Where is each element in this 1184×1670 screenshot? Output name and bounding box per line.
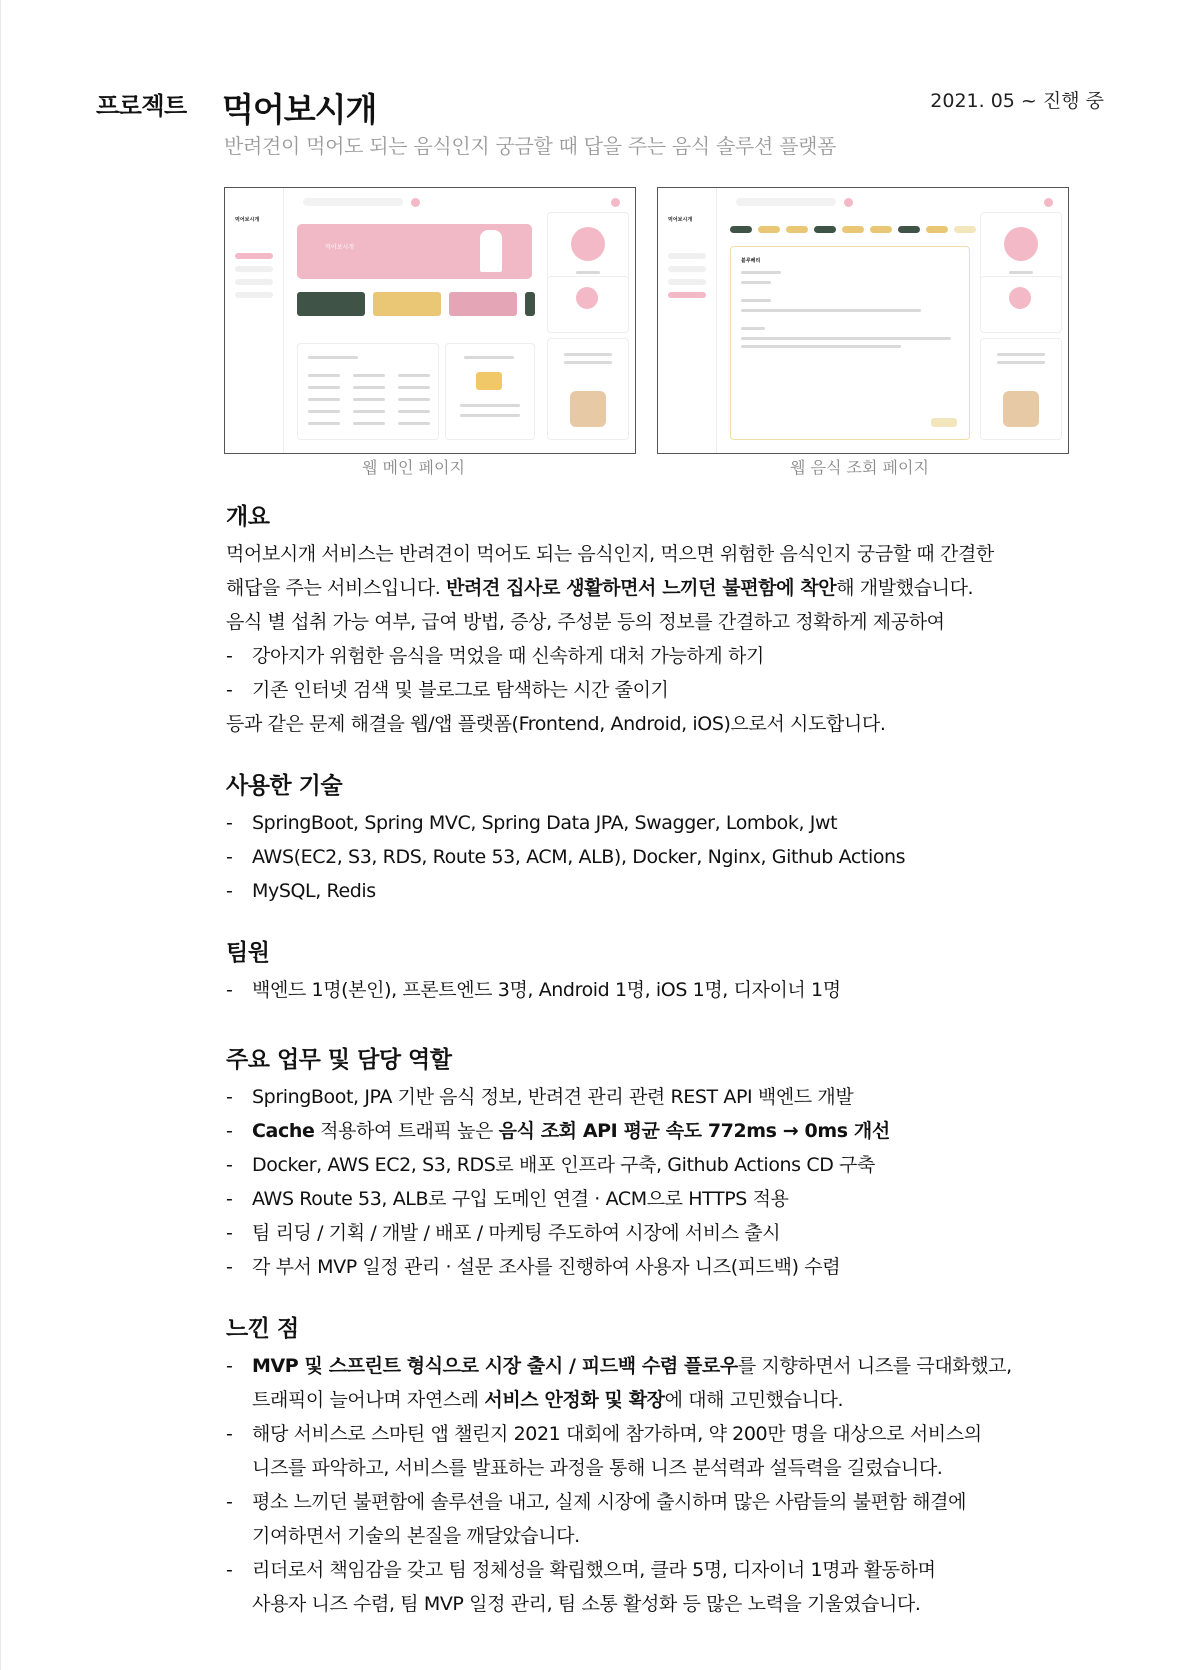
mock-banner — [297, 224, 532, 279]
dog-illustration — [480, 230, 502, 272]
team-list — [226, 973, 1106, 1007]
mock-profile-icon — [611, 198, 620, 207]
avatar — [1004, 227, 1038, 261]
list-item: - SpringBoot, JPA 기반 음식 정보, 반려견 관리 관련 REST API 백엔드 개발 — [226, 1080, 1106, 1114]
person-with-dog-illustration — [570, 391, 606, 427]
mock-nav-item — [668, 279, 706, 285]
project-subtitle: 반려견이 먹어도 되는 음식인지 궁금할 때 답을 주는 음식 솔루션 플랫폼 — [224, 134, 837, 158]
mock-nav-item — [235, 292, 273, 298]
mock-tile — [373, 292, 441, 316]
list-item: - Cache 적용하여 트래픽 높은 음식 조회 API 평균 속도 772ms → 0ms 개선 — [226, 1114, 1106, 1148]
overview-line-3: 음식 별 섭취 가능 여부, 급여 방법, 증상, 주성분 등의 정보를 간결하고 정확하게 제공하여 — [226, 611, 945, 633]
mock-tile — [449, 292, 517, 316]
list-item: - 리더로서 책임감을 갖고 팀 정체성을 확립했으며, 클라 5명, 디자이너 1명과 활동하며 사용자 니즈 수렴, 팀 MVP 일정 관리, 팀 소통 활성화 등 많은 노력을 기울였습니다. — [226, 1553, 1106, 1621]
category-pill — [842, 226, 864, 233]
project-title: 먹어보시개 — [222, 90, 377, 129]
mock-nav-item — [235, 279, 273, 285]
mock-search-bar — [303, 198, 403, 206]
category-pill — [954, 226, 976, 233]
list-item: - 백엔드 1명(본인), 프론트엔드 3명, Android 1명, iOS 1명, 디자이너 1명 — [226, 973, 1106, 1007]
mock-promo-card — [980, 338, 1062, 440]
mock-nav-item — [668, 292, 706, 298]
category-pill — [730, 226, 752, 233]
list-item: - 각 부서 MVP 일정 관리 · 설문 조사를 진행하여 사용자 니즈(피드백) 수렴 — [226, 1250, 1106, 1284]
mock-promo-card — [547, 338, 629, 440]
mock-search-bar — [736, 198, 836, 206]
list-item: - 강아지가 위험한 음식을 먹었을 때 신속하게 대처 가능하게 하기 — [226, 639, 1106, 673]
list-item: - 팀 리딩 / 기획 / 개발 / 배포 / 마케팅 주도하여 시장에 서비스 출시 — [226, 1216, 1106, 1250]
mock-ranking-card — [297, 343, 439, 440]
mock-nav-item — [235, 266, 273, 272]
roles-heading: 주요 업무 및 담당 역할 — [226, 1047, 452, 1073]
caption-food-lookup-page: 웹 음식 조회 페이지 — [790, 458, 929, 477]
overview-line-last: 등과 같은 문제 해결을 웹/앱 플랫폼(Frontend, Android, iOS)으로서 시도합니다. — [226, 713, 886, 735]
mock-logo: 먹어보시개 — [668, 217, 693, 223]
mock-search-icon — [844, 198, 853, 207]
pet-avatar — [576, 287, 598, 309]
overview-bullets — [226, 639, 1106, 707]
category-pill — [758, 226, 780, 233]
web-food-lookup-screenshot — [657, 187, 1069, 454]
mock-nav-item — [668, 253, 706, 259]
category-pill — [814, 226, 836, 233]
mock-food-detail-card — [730, 246, 970, 440]
project-period: 2021. 05 ~ 진행 중 — [930, 90, 1104, 112]
mock-quiz-card — [445, 343, 535, 440]
person-with-dog-illustration — [1003, 391, 1039, 427]
caption-main-page: 웹 메인 페이지 — [362, 458, 465, 477]
overview-line-2: 해답을 주는 서비스입니다. 반려견 집사로 생활하면서 느끼던 불편함에 착안해 개발했습니다. — [226, 577, 974, 599]
tech-list — [226, 806, 1106, 908]
mock-tile — [525, 292, 535, 316]
mock-sidebar — [658, 188, 717, 453]
list-item: - Docker, AWS EC2, S3, RDS로 배포 인프라 구축, Github Actions CD 구축 — [226, 1148, 1106, 1182]
section-label: 프로젝트 — [96, 92, 187, 120]
mock-tile — [297, 292, 365, 316]
overview-line-1: 먹어보시개 서비스는 반려견이 먹어도 되는 음식인지, 먹으면 위험한 음식인지 궁금할 때 간결한 — [226, 543, 994, 565]
pet-avatar — [1009, 287, 1031, 309]
list-item: - AWS(EC2, S3, RDS, Route 53, ACM, ALB), Docker, Nginx, Github Actions — [226, 840, 1106, 874]
category-pill — [898, 226, 920, 233]
tech-heading: 사용한 기술 — [226, 773, 343, 799]
list-item: - 해당 서비스로 스마틴 앱 챌린지 2021 대회에 참가하며, 약 200만 명을 대상으로 서비스의 니즈를 파악하고, 서비스를 발표하는 과정을 통해 니즈 분석력과 설득력을 길렀습니다. — [226, 1417, 1106, 1485]
cheese-illustration — [476, 372, 502, 390]
mock-logo: 먹어보시개 — [235, 217, 260, 223]
list-item: - MySQL, Redis — [226, 874, 1106, 908]
roles-list — [226, 1080, 1106, 1284]
mock-sidebar — [225, 188, 284, 453]
category-pill — [870, 226, 892, 233]
avatar — [571, 227, 605, 261]
mock-pet-card — [547, 276, 629, 333]
list-item: - AWS Route 53, ALB로 구입 도메인 연결 · ACM으로 HTTPS 적용 — [226, 1182, 1106, 1216]
list-item: - MVP 및 스프린트 형식으로 시장 출시 / 피드백 수렴 플로우를 지향하면서 니즈를 극대화했고, 트래픽이 늘어나며 자연스레 서비스 안정화 및 확장에 대해 고민했습니다. — [226, 1349, 1106, 1417]
overview-heading: 개요 — [226, 504, 270, 530]
team-heading: 팀원 — [226, 940, 270, 966]
mock-nav-item — [668, 266, 706, 272]
page-border — [0, 0, 1, 1670]
mock-nav-item — [235, 253, 273, 259]
list-item: - 기존 인터넷 검색 및 블로그로 탐색하는 시간 줄이기 — [226, 673, 1106, 707]
mock-search-icon — [411, 198, 420, 207]
mock-button — [931, 418, 957, 427]
mock-pet-card — [980, 276, 1062, 333]
mock-banner-title: 먹어보시개 — [325, 244, 354, 251]
category-pill — [926, 226, 948, 233]
web-main-page-screenshot — [224, 187, 636, 454]
list-item: - 평소 느끼던 불편함에 솔루션을 내고, 실제 시장에 출시하며 많은 사람들의 불편함 해결에 기여하면서 기술의 본질을 깨달았습니다. — [226, 1485, 1106, 1553]
reflection-list — [226, 1349, 1106, 1621]
resume-content — [226, 498, 1106, 1621]
mock-profile-icon — [1044, 198, 1053, 207]
reflection-heading: 느낀 점 — [226, 1316, 299, 1342]
list-item: - SpringBoot, Spring MVC, Spring Data JPA, Swagger, Lombok, Jwt — [226, 806, 1106, 840]
mock-food-title: 블루베리 — [741, 258, 761, 264]
category-pill — [786, 226, 808, 233]
